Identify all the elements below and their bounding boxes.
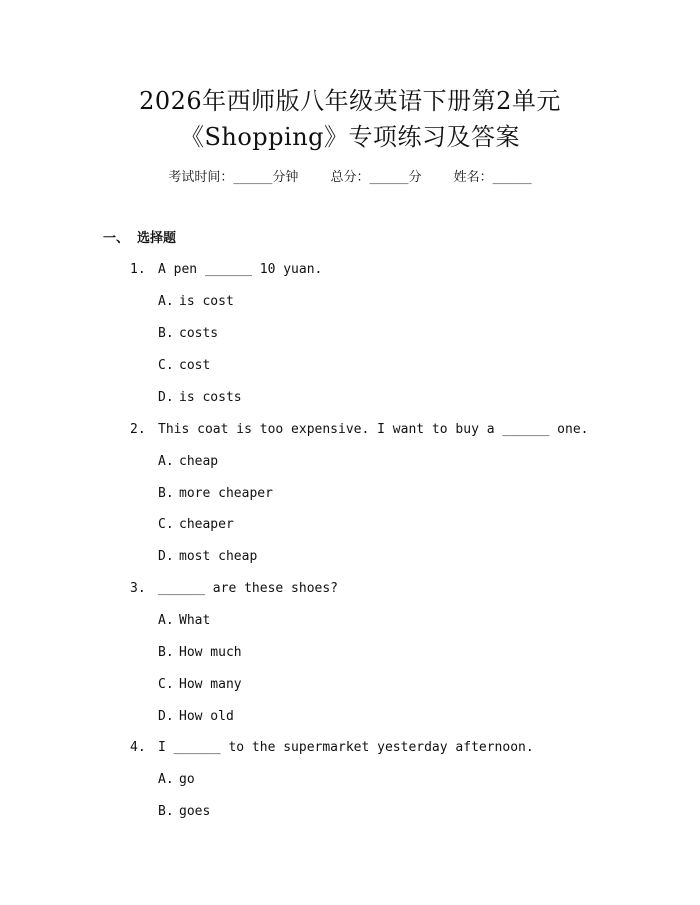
page-title-line1: 2026年西师版八年级英语下册第2单元 [139, 87, 561, 115]
page-title-line2: 《Shopping》专项练习及答案 [179, 123, 521, 151]
question-3 [130, 579, 338, 599]
option-text: What [179, 613, 211, 628]
question-text: A pen ______ 10 yuan. [158, 262, 323, 277]
option-letter: D. [158, 390, 174, 405]
option-text: cost [179, 358, 211, 373]
option-text: is costs [179, 390, 242, 405]
question-1-option-a [158, 292, 234, 312]
option-letter: A. [158, 454, 174, 469]
option-text: costs [179, 326, 219, 341]
question-text: I ______ to the supermarket yesterday afternoon. [158, 740, 534, 755]
question-2-option-c [158, 515, 234, 535]
option-text: is cost [179, 294, 234, 309]
option-text: How old [179, 709, 234, 724]
question-number: 2. [130, 422, 146, 437]
section-number: 一、 [103, 231, 130, 246]
option-text: more cheaper [179, 486, 273, 501]
question-text: This coat is too expensive. I want to buy a ______ one. [158, 422, 589, 437]
option-text: How much [179, 645, 242, 660]
question-3-option-d [158, 707, 234, 727]
question-2 [130, 420, 588, 440]
question-1 [130, 260, 322, 280]
option-letter: B. [158, 645, 174, 660]
question-3-option-b [158, 643, 242, 663]
exam-time: 考试时间：______分钟 [168, 170, 299, 185]
option-text: goes [179, 804, 211, 819]
option-letter: B. [158, 326, 174, 341]
option-letter: B. [158, 486, 174, 501]
question-2-option-b [158, 484, 273, 504]
option-letter: D. [158, 549, 174, 564]
question-1-option-d [158, 388, 242, 408]
section-title: 选择题 [137, 231, 177, 246]
exam-score: 总分：______分 [330, 170, 422, 185]
question-3-option-c [158, 675, 242, 695]
question-4-option-b [158, 802, 210, 822]
question-2-option-d [158, 547, 257, 567]
question-1-option-c [158, 356, 210, 376]
question-3-option-a [158, 611, 210, 631]
exam-info [0, 168, 700, 188]
question-number: 3. [130, 581, 146, 596]
option-text: go [179, 772, 195, 787]
option-text: most cheap [179, 549, 258, 564]
option-text: cheap [179, 454, 219, 469]
question-2-option-a [158, 452, 218, 472]
question-number: 1. [130, 262, 146, 277]
option-letter: D. [158, 709, 174, 724]
question-1-option-b [158, 324, 218, 344]
option-letter: C. [158, 677, 174, 692]
option-letter: A. [158, 613, 174, 628]
exam-name: 姓名：______ [453, 170, 532, 185]
option-text: How many [179, 677, 242, 692]
option-text: cheaper [179, 517, 234, 532]
question-number: 4. [130, 740, 146, 755]
option-letter: A. [158, 772, 174, 787]
question-text: ______ are these shoes? [158, 581, 339, 596]
option-letter: B. [158, 804, 174, 819]
question-4 [130, 738, 534, 758]
section-heading [103, 229, 176, 249]
option-letter: C. [158, 517, 174, 532]
option-letter: C. [158, 358, 174, 373]
option-letter: A. [158, 294, 174, 309]
question-4-option-a [158, 770, 195, 790]
